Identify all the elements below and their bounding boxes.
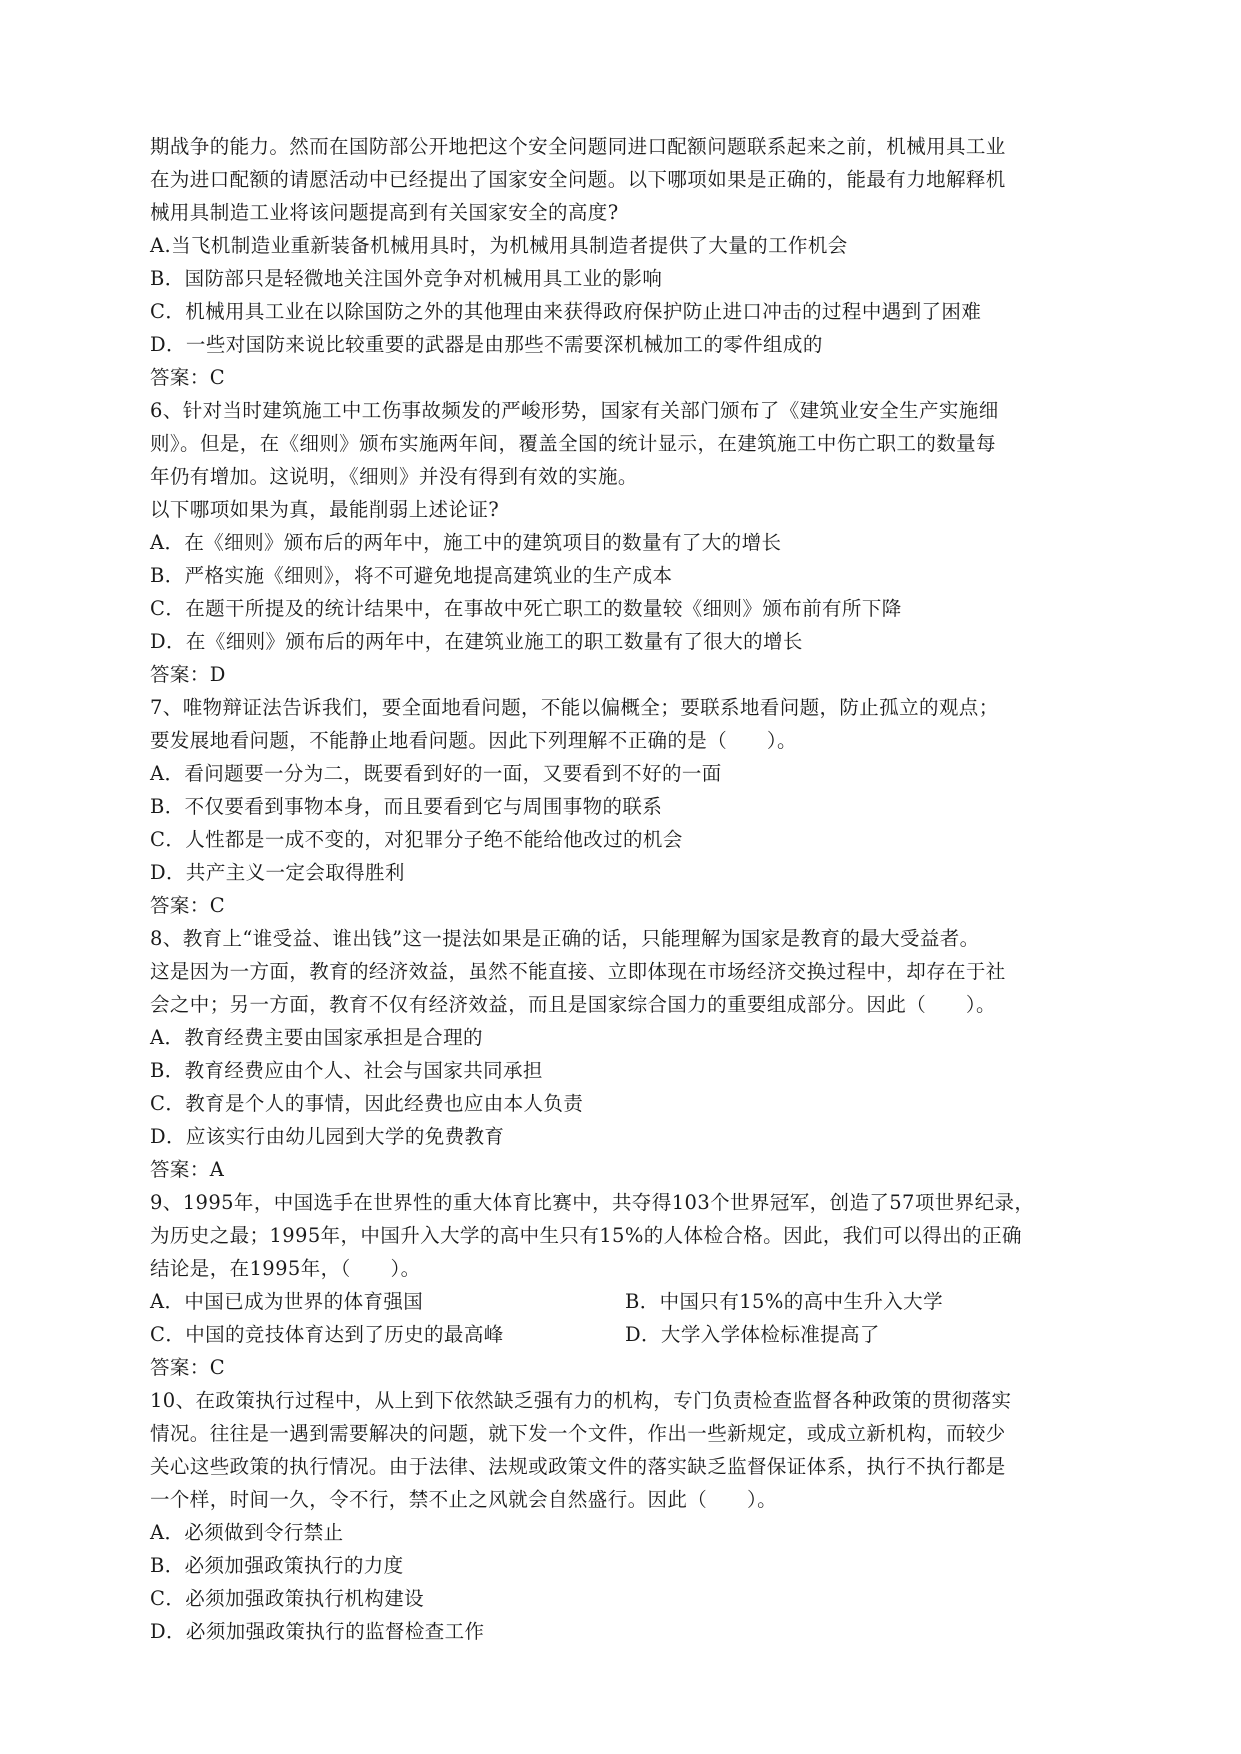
question-line: 6、针对当时建筑施工中工伤事故频发的严峻形势，国家有关部门颁布了《建筑业安全生产实施细 bbox=[150, 399, 999, 422]
text-line: 械用具制造工业将该问题提高到有关国家安全的高度? bbox=[150, 201, 619, 224]
text-line: 为历史之最；1995年，中国升入大学的高中生只有15%的人体检合格。因此，我们可以得出的正确 bbox=[150, 1224, 1022, 1247]
question-line: 10、在政策执行过程中，从上到下依然缺乏强有力的机构，专门负责检查监督各种政策的贯彻落实 bbox=[150, 1389, 1012, 1412]
option-line: D．应该实行由幼儿园到大学的免费教育 bbox=[150, 1125, 505, 1148]
option-line: D．一些对国防来说比较重要的武器是由那些不需要深机械加工的零件组成的 bbox=[150, 333, 823, 356]
text-line: 期战争的能力。然而在国防部公开地把这个安全问题同进口配额问题联系起来之前，机械用具工业 bbox=[150, 135, 1006, 158]
option-cell: B．中国只有15%的高中生升入大学 bbox=[625, 1290, 943, 1313]
option-line: C．在题干所提及的统计结果中，在事故中死亡职工的数量较《细则》颁布前有所下降 bbox=[150, 597, 902, 620]
text-line: 会之中；另一方面，教育不仅有经济效益，而且是国家综合国力的重要组成部分。因此（ ）。 bbox=[150, 993, 996, 1016]
option-line: B．必须加强政策执行的力度 bbox=[150, 1554, 404, 1577]
option-line: C．人性都是一成不变的，对犯罪分子绝不能给他改过的机会 bbox=[150, 828, 683, 851]
option-line: C．机械用具工业在以除国防之外的其他理由来获得政府保护防止进口冲击的过程中遇到了困难 bbox=[150, 300, 982, 323]
option-line: D．共产主义一定会取得胜利 bbox=[150, 861, 405, 884]
text-line: 一个样，时间一久，令不行，禁不止之风就会自然盛行。因此（ ）。 bbox=[150, 1488, 778, 1511]
text-line: 则》。但是，在《细则》颁布实施两年间，覆盖全国的统计显示，在建筑施工中伤亡职工的数量每 bbox=[150, 432, 996, 455]
option-row bbox=[150, 1285, 1100, 1318]
text-line: 年仍有增加。这说明，《细则》并没有得到有效的实施。 bbox=[150, 465, 638, 488]
answer-line: 答案：C bbox=[150, 1356, 226, 1379]
option-line: A.当飞机制造业重新装备机械用具时，为机械用具制造者提供了大量的工作机会 bbox=[150, 234, 848, 257]
option-line: B．国防部只是轻微地关注国外竞争对机械用具工业的影响 bbox=[150, 267, 663, 290]
answer-line: 答案：A bbox=[150, 1158, 225, 1181]
option-cell: D．大学入学体检标准提高了 bbox=[625, 1323, 880, 1346]
answer-line: 答案：C bbox=[150, 366, 226, 389]
option-cell: A．中国已成为世界的体育强国 bbox=[150, 1290, 424, 1313]
option-line: A．在《细则》颁布后的两年中，施工中的建筑项目的数量有了大的增长 bbox=[150, 531, 782, 554]
option-line: A．看问题要一分为二，既要看到好的一面，又要看到不好的一面 bbox=[150, 762, 722, 785]
option-line: C．教育是个人的事情，因此经费也应由本人负责 bbox=[150, 1092, 584, 1115]
option-line: B．不仅要看到事物本身，而且要看到它与周围事物的联系 bbox=[150, 795, 663, 818]
option-line: D．必须加强政策执行的监督检查工作 bbox=[150, 1620, 485, 1643]
option-line: D．在《细则》颁布后的两年中，在建筑业施工的职工数量有了很大的增长 bbox=[150, 630, 803, 653]
text-line: 情况。往往是一遇到需要解决的问题，就下发一个文件，作出一些新规定，或成立新机构，而较少 bbox=[150, 1422, 1006, 1445]
text-line: 这是因为一方面，教育的经济效益，虽然不能直接、立即体现在市场经济交换过程中，却存在于社 bbox=[150, 960, 1006, 983]
text-line: 要发展地看问题，不能静止地看问题。因此下列理解不正确的是（ ）。 bbox=[150, 729, 797, 752]
document-page bbox=[150, 130, 1100, 1648]
option-line: B．严格实施《细则》，将不可避免地提高建筑业的生产成本 bbox=[150, 564, 673, 587]
text-line: 以下哪项如果为真，最能削弱上述论证? bbox=[150, 498, 500, 521]
option-row bbox=[150, 1318, 1100, 1351]
option-line: A．必须做到令行禁止 bbox=[150, 1521, 344, 1544]
question-line: 7、唯物辩证法告诉我们，要全面地看问题，不能以偏概全；要联系地看问题，防止孤立的观点； bbox=[150, 696, 999, 719]
question-line: 8、教育上“谁受益、谁出钱”这一提法如果是正确的话，只能理解为国家是教育的最大受益者。 bbox=[150, 927, 980, 950]
text-line: 结论是，在1995年，（ ）。 bbox=[150, 1257, 421, 1280]
text-line: 在为进口配额的请愿活动中已经提出了国家安全问题。以下哪项如果是正确的，能最有力地解释机 bbox=[150, 168, 1006, 191]
question-line: 9、1995年，中国选手在世界性的重大体育比赛中，共夺得103个世界冠军，创造了57项世界纪录， bbox=[150, 1191, 1035, 1214]
option-line: B．教育经费应由个人、社会与国家共同承担 bbox=[150, 1059, 543, 1082]
option-cell: C．中国的竞技体育达到了历史的最高峰 bbox=[150, 1323, 504, 1346]
option-line: C．必须加强政策执行机构建设 bbox=[150, 1587, 425, 1610]
answer-line: 答案：C bbox=[150, 894, 226, 917]
option-line: A．教育经费主要由国家承担是合理的 bbox=[150, 1026, 483, 1049]
text-line: 关心这些政策的执行情况。由于法律、法规或政策文件的落实缺乏监督保证体系，执行不执行都是 bbox=[150, 1455, 1006, 1478]
answer-line: 答案：D bbox=[150, 663, 226, 686]
